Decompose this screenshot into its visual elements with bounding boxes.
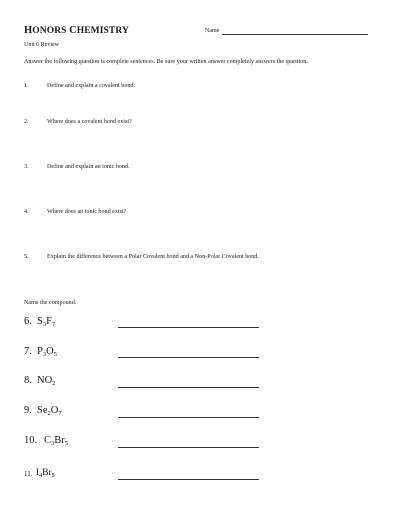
- question-text: Where does an ionic bond exist?: [47, 209, 127, 215]
- formula-subscript: 8: [51, 473, 55, 479]
- unit-subtitle: Unit 6 Review: [24, 42, 59, 48]
- compound-formula: [37, 375, 55, 386]
- question-number: 5.: [24, 254, 29, 260]
- formula-element: Se: [37, 405, 48, 416]
- compound-number: 11.: [24, 470, 33, 478]
- compound-number: 9.: [24, 405, 32, 416]
- name-blank-line[interactable]: [222, 34, 368, 35]
- formula-subscript: 7: [58, 410, 62, 417]
- question-text: Explain the difference between a Polar Covalent bond and a Non-Polar Covalent bond.: [47, 254, 259, 260]
- compound-number: 6.: [24, 316, 32, 327]
- question-text: Define and explain an ionic bond.: [47, 164, 130, 170]
- question-number: 1.: [24, 83, 29, 89]
- instructions-text: Answer the following question is complete sentences. Be sure your written answer completely answers the question.: [24, 59, 308, 65]
- compound-formula: [36, 468, 55, 478]
- question-number: 4.: [24, 209, 29, 215]
- formula-subscript: 5: [53, 351, 57, 358]
- formula-element: O: [46, 346, 54, 357]
- answer-blank-line[interactable]: [118, 479, 259, 480]
- answer-blank-line[interactable]: [118, 387, 259, 388]
- formula-subscript: 4: [39, 473, 43, 479]
- compound-number: 10.: [24, 435, 38, 446]
- answer-blank-line[interactable]: [118, 327, 259, 328]
- formula-element: O: [50, 405, 59, 416]
- compound-number: 8.: [24, 375, 32, 386]
- formula-element: Br: [54, 435, 65, 446]
- page-title: [24, 25, 129, 36]
- compound-formula: [37, 405, 62, 416]
- formula-element: Br: [42, 468, 52, 478]
- title-rest-onors: ONORS: [32, 26, 67, 36]
- formula-element: F: [46, 316, 52, 327]
- title-rest-hemistry: HEMISTRY: [76, 26, 129, 36]
- name-label: Name: [205, 28, 220, 34]
- compound-number: 7.: [24, 346, 32, 357]
- title-initial-h: H: [24, 25, 33, 36]
- question-number: 3.: [24, 164, 29, 170]
- formula-element: I: [36, 468, 40, 478]
- formula-subscript: 7: [51, 321, 56, 328]
- question-text: Define and explain a covalent bond.: [47, 83, 135, 89]
- question-text: Where does a covalent bond exist?: [47, 119, 132, 125]
- compound-formula: [37, 346, 57, 357]
- formula-element: C: [44, 435, 52, 446]
- formula-subscript: 3: [42, 351, 47, 358]
- formula-element: P: [37, 346, 43, 357]
- formula-subscript: 2: [47, 410, 51, 417]
- answer-blank-line[interactable]: [118, 417, 259, 418]
- compound-formula: [37, 316, 55, 327]
- answer-blank-line[interactable]: [118, 447, 259, 448]
- formula-subscript: 2: [52, 380, 56, 387]
- compound-formula: [44, 435, 68, 446]
- formula-element: NO: [37, 375, 53, 386]
- answer-blank-line[interactable]: [118, 357, 259, 358]
- formula-element: S: [37, 316, 43, 327]
- formula-subscript: 3: [51, 440, 55, 447]
- question-number: 2.: [24, 119, 29, 125]
- title-initial-c: C: [69, 25, 77, 36]
- compound-section-label: Name the compound.: [24, 300, 77, 306]
- formula-subscript: 5: [64, 440, 69, 447]
- formula-subscript: 3: [42, 321, 47, 328]
